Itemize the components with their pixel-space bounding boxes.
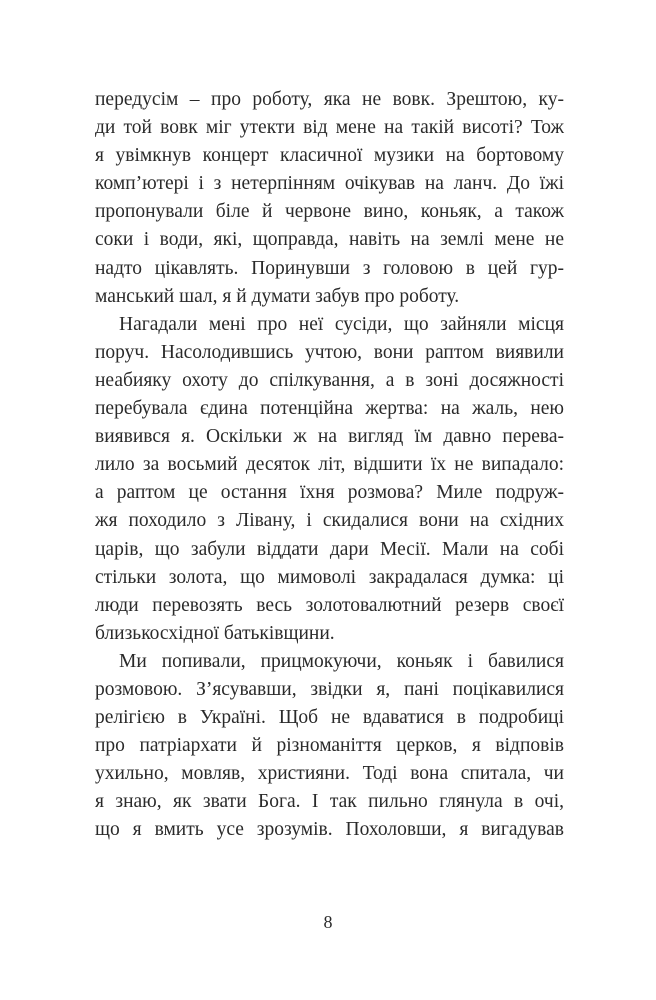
text-line: неабияку охоту до спілкування, а в зоні досяжності bbox=[95, 369, 564, 391]
text-line: перебувала єдина потенційна жертва: на жаль, нею bbox=[95, 398, 564, 420]
text-line: соки і води, які, щоправда, навіть на землі мене не bbox=[95, 229, 564, 251]
text-line: комп’ютері і з нетерпінням очікував на ланч. До їжі bbox=[95, 173, 564, 195]
text-line: я знаю, як звати Бога. І так пильно глянула в очі, bbox=[95, 791, 564, 813]
text-line: пропонували біле й червоне вино, коньяк, а також bbox=[95, 201, 564, 223]
text-line: Ми попивали, прицмокуючи, коньяк і бавилися bbox=[119, 650, 564, 672]
text-line: Нагадали мені про неї сусіди, що зайняли місця bbox=[119, 313, 564, 335]
text-line: надто цікавлять. Поринувши з головою в цей гур- bbox=[95, 257, 564, 279]
text-line: ди той вовк міг утекти від мене на такій висоті? Тож bbox=[95, 117, 564, 139]
text-line: релігією в Україні. Щоб не вдаватися в подробиці bbox=[95, 707, 564, 729]
text-line: розмовою. З’ясувавши, звідки я, пані поцікавилися bbox=[95, 678, 564, 700]
text-line: поруч. Насолодившись учтою, вони раптом виявили bbox=[95, 341, 564, 363]
text-line: що я вмить усе зрозумів. Похоловши, я вигадував bbox=[95, 819, 564, 841]
text-line: люди перевозять весь золотовалютний резерв своєї bbox=[95, 594, 564, 616]
text-line: царів, що забули віддати дари Месії. Мали на собі bbox=[95, 538, 564, 560]
text-line: а раптом це остання їхня розмова? Миле подруж- bbox=[95, 482, 564, 504]
text-line: лило за восьмий десяток літ, відшити їх не випадало: bbox=[95, 454, 564, 476]
page-number: 8 bbox=[323, 912, 333, 932]
text-line: ухильно, мовляв, християни. Тоді вона спитала, чи bbox=[95, 763, 564, 785]
paragraph bbox=[95, 648, 564, 845]
text-line: стільки золота, що мимоволі закрадалася думка: ці bbox=[95, 566, 564, 588]
text-line: близькосхідної батьківщини. bbox=[95, 622, 335, 644]
paragraph bbox=[95, 86, 564, 311]
text-line: я увімкнув концерт класичної музики на бортовому bbox=[95, 145, 564, 167]
text-line: передусім – про роботу, яка не вовк. Зрештою, ку- bbox=[95, 89, 564, 110]
paragraph bbox=[95, 311, 564, 648]
text-line: виявився я. Оскільки ж на вигляд їм давно перева- bbox=[95, 426, 564, 448]
text-line: про патріархати й різноманіття церков, я відповів bbox=[95, 735, 564, 757]
body-text bbox=[95, 86, 564, 845]
text-line: манський шал, я й думати забув про роботу. bbox=[95, 285, 460, 307]
text-line: жя походило з Лівану, і скидалися вони на східних bbox=[95, 510, 564, 532]
